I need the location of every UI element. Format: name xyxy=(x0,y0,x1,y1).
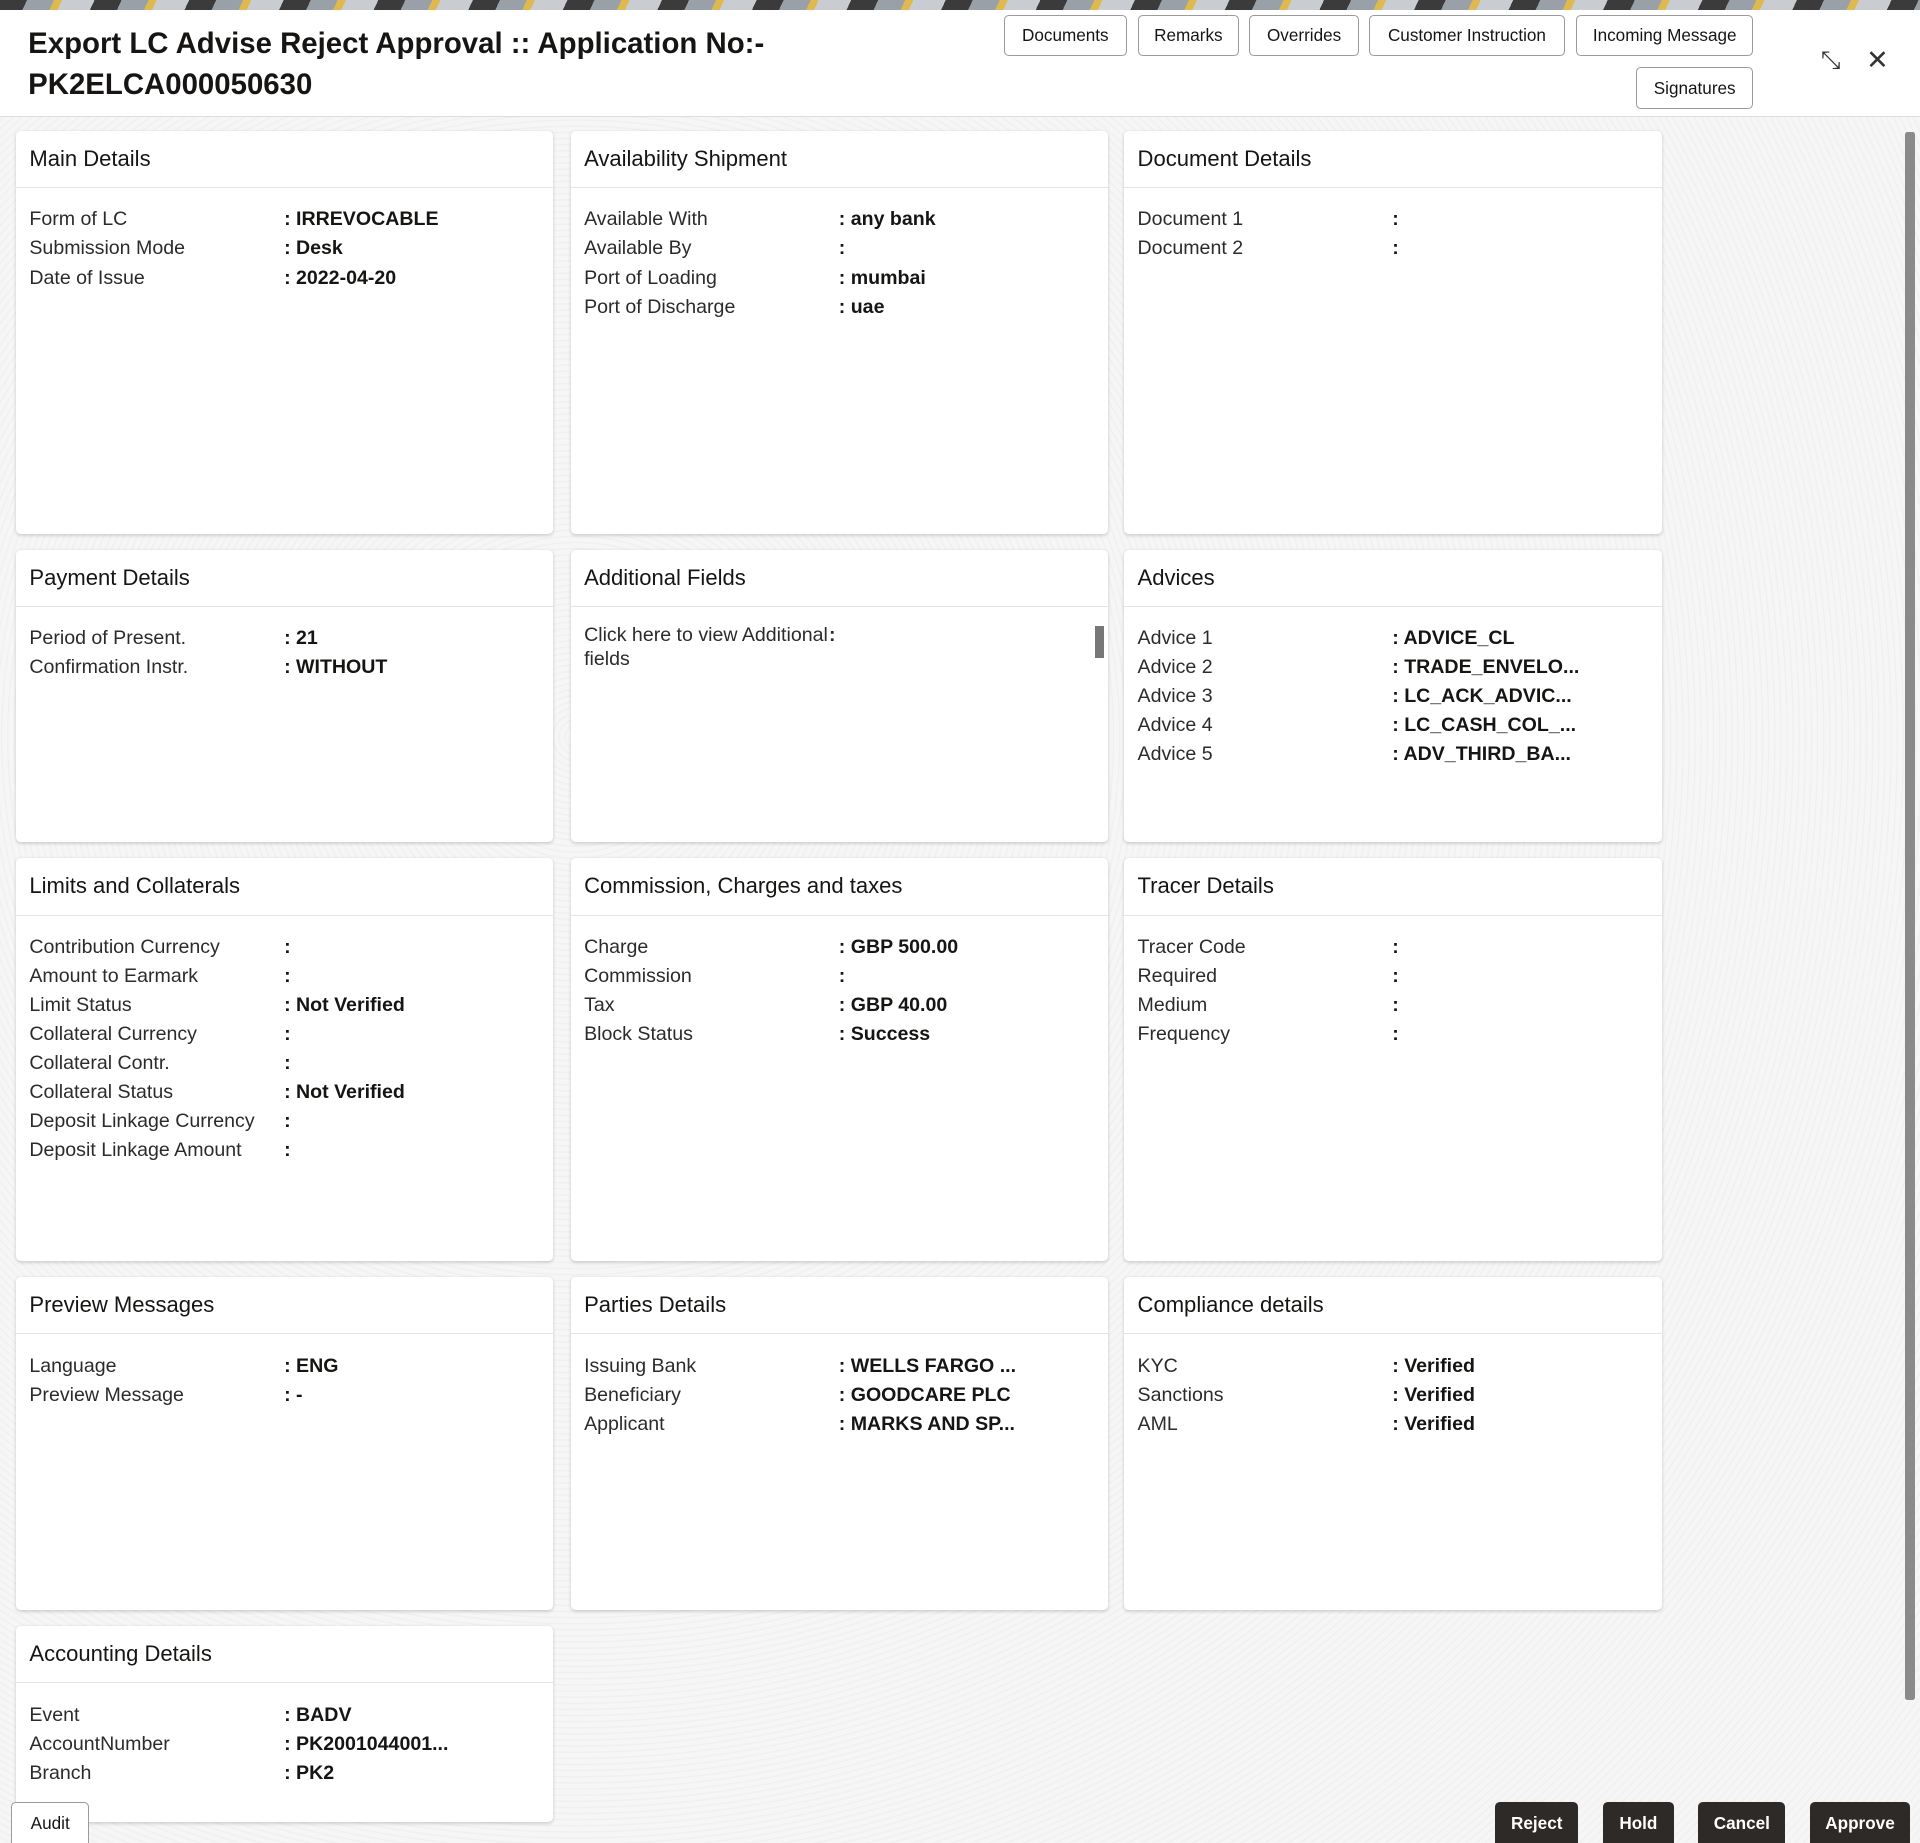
field-value: : xyxy=(1392,208,1399,231)
field-value: : Not Verified xyxy=(284,993,405,1016)
field-row xyxy=(1124,653,1662,682)
field-row xyxy=(1124,933,1662,962)
field-row xyxy=(16,1049,554,1078)
card-compliance-details xyxy=(1124,1277,1662,1610)
field-row xyxy=(16,234,554,263)
field-value: : IRREVOCABLE xyxy=(284,208,439,231)
card-document-details xyxy=(1124,131,1662,534)
field-label: Charge xyxy=(584,935,649,958)
scrollbar[interactable] xyxy=(1904,122,1916,1800)
field-label: Limit Status xyxy=(29,993,132,1016)
field-value: : WELLS FARGO ... xyxy=(838,1354,1017,1377)
field-value: : 21 xyxy=(284,627,318,650)
field-label: KYC xyxy=(1137,1354,1178,1377)
field-value: : xyxy=(1392,237,1399,260)
overrides-button[interactable]: Overrides xyxy=(1249,15,1359,57)
field-row xyxy=(1124,711,1662,740)
field-label: Deposit Linkage Currency xyxy=(29,1109,255,1132)
field-label: Confirmation Instr. xyxy=(29,656,189,679)
field-row xyxy=(16,991,554,1020)
field-value: : xyxy=(284,964,291,987)
field-value: : xyxy=(284,1109,291,1132)
field-label: Port of Discharge xyxy=(584,295,736,318)
close-icon[interactable]: ✕ xyxy=(1866,45,1889,76)
field-row xyxy=(16,1381,554,1410)
card-limits-and-collaterals xyxy=(16,858,554,1261)
field-row xyxy=(16,653,554,682)
field-row xyxy=(16,1107,554,1136)
field-value: : Verified xyxy=(1392,1354,1475,1377)
card-title: Commission, Charges and taxes xyxy=(571,858,1109,915)
field-row xyxy=(1124,205,1662,234)
card-title: Tracer Details xyxy=(1124,858,1662,915)
hold-button[interactable]: Hold xyxy=(1603,1802,1674,1842)
signatures-button[interactable]: Signatures xyxy=(1636,67,1754,109)
card-title: Payment Details xyxy=(16,550,554,607)
field-label: Event xyxy=(29,1703,80,1726)
field-value: : BADV xyxy=(284,1703,352,1726)
field-value: : - xyxy=(284,1383,303,1406)
incoming-message-button[interactable]: Incoming Message xyxy=(1576,15,1754,57)
card-accounting-details xyxy=(16,1626,554,1822)
field-label: Deposit Linkage Amount xyxy=(29,1138,242,1161)
field-value: : xyxy=(284,935,291,958)
field-label: Frequency xyxy=(1137,1022,1231,1045)
field-label: Medium xyxy=(1137,993,1208,1016)
additional-fields-link-text[interactable]: Click here to view Additional fields xyxy=(584,624,828,670)
field-row xyxy=(1124,1020,1662,1049)
field-label: Submission Mode xyxy=(29,237,185,260)
field-label: Preview Message xyxy=(29,1383,184,1406)
field-row xyxy=(571,264,1109,293)
card-main-details xyxy=(16,131,554,534)
cancel-button[interactable]: Cancel xyxy=(1698,1802,1785,1842)
card-availability-shipment xyxy=(571,131,1109,534)
field-row xyxy=(1124,962,1662,991)
minimize-icon[interactable]: ⤡ xyxy=(1820,46,1841,74)
card-title: Parties Details xyxy=(571,1277,1109,1334)
field-row xyxy=(16,1078,554,1107)
field-label: Advice 1 xyxy=(1137,627,1213,650)
field-value: : mumbai xyxy=(838,266,926,289)
approve-button[interactable]: Approve xyxy=(1810,1802,1910,1842)
field-label: Advice 4 xyxy=(1137,714,1213,737)
card-title: Compliance details xyxy=(1124,1277,1662,1334)
field-label: AccountNumber xyxy=(29,1732,170,1755)
field-value: : MARKS AND SP... xyxy=(838,1412,1015,1435)
field-row xyxy=(571,1410,1109,1439)
field-label: Contribution Currency xyxy=(29,935,220,958)
card-title: Limits and Collaterals xyxy=(16,858,554,915)
page-title: Export LC Advise Reject Approval :: Application No:- PK2ELCA000050630 xyxy=(28,27,765,101)
field-value: : Not Verified xyxy=(284,1080,405,1103)
card-preview-messages xyxy=(16,1277,554,1610)
field-row xyxy=(1124,1381,1662,1410)
field-value: : GBP 500.00 xyxy=(838,935,959,958)
field-label: Language xyxy=(29,1354,117,1377)
field-value: : PK2 xyxy=(284,1761,335,1784)
field-value: : xyxy=(838,964,846,987)
customer-instruction-button[interactable]: Customer Instruction xyxy=(1369,15,1565,57)
field-label: Port of Loading xyxy=(584,266,717,289)
field-row xyxy=(571,962,1109,991)
field-row xyxy=(571,1352,1109,1381)
field-row xyxy=(16,205,554,234)
field-label: Amount to Earmark xyxy=(29,964,199,987)
additional-fields-link[interactable] xyxy=(571,624,836,671)
field-value: : GOODCARE PLC xyxy=(838,1383,1011,1406)
field-label: Branch xyxy=(29,1761,92,1784)
additional-fields-scrollbar-thumb[interactable] xyxy=(1095,626,1105,658)
field-label: Advice 5 xyxy=(1137,743,1213,766)
field-row xyxy=(16,1759,554,1788)
field-value: : xyxy=(838,237,846,260)
card-additional-fields xyxy=(571,550,1109,843)
field-value: : uae xyxy=(838,295,885,318)
field-row xyxy=(16,1701,554,1730)
card-tracer-details xyxy=(1124,858,1662,1261)
field-value: : Success xyxy=(838,1022,931,1045)
card-title: Preview Messages xyxy=(16,1277,554,1334)
decorative-banner xyxy=(0,0,1920,10)
field-row xyxy=(1124,740,1662,769)
field-value: : any bank xyxy=(838,208,936,231)
card-title: Main Details xyxy=(16,131,554,188)
field-row xyxy=(16,1020,554,1049)
field-value: : ENG xyxy=(284,1354,339,1377)
field-label: Commission xyxy=(584,964,692,987)
field-row xyxy=(571,234,1109,263)
field-row xyxy=(1124,991,1662,1020)
field-value: : LC_CASH_COL_... xyxy=(1392,714,1577,737)
field-row xyxy=(1124,1410,1662,1439)
card-advices xyxy=(1124,550,1662,843)
card-title: Additional Fields xyxy=(571,550,1109,607)
field-label: Form of LC xyxy=(29,208,128,231)
audit-button[interactable]: Audit xyxy=(11,1802,89,1842)
field-value: : xyxy=(284,1051,291,1074)
field-row xyxy=(16,1136,554,1165)
dialog-header xyxy=(0,10,1920,118)
field-row xyxy=(1124,682,1662,711)
field-row xyxy=(571,1381,1109,1410)
additional-fields-scrollbar[interactable] xyxy=(1093,613,1105,669)
field-value: : WITHOUT xyxy=(284,656,388,679)
field-row xyxy=(571,991,1109,1020)
documents-button[interactable]: Documents xyxy=(1004,15,1126,57)
field-value: : Verified xyxy=(1392,1383,1475,1406)
field-label: Advice 3 xyxy=(1137,685,1213,708)
card-title: Advices xyxy=(1124,550,1662,607)
field-value: : xyxy=(1392,964,1399,987)
field-label: Collateral Status xyxy=(29,1080,174,1103)
field-label: Date of Issue xyxy=(29,266,145,289)
field-label: Beneficiary xyxy=(584,1383,681,1406)
field-value: : xyxy=(1392,993,1399,1016)
card-title: Accounting Details xyxy=(16,1626,554,1683)
card-parties-details xyxy=(571,1277,1109,1610)
field-row xyxy=(16,624,554,653)
field-row xyxy=(1124,1352,1662,1381)
field-value: : xyxy=(284,1022,291,1045)
field-label: AML xyxy=(1137,1412,1178,1435)
field-row xyxy=(16,962,554,991)
field-row xyxy=(16,264,554,293)
field-label: Sanctions xyxy=(1137,1383,1224,1406)
field-label: Tracer Code xyxy=(1137,935,1246,958)
field-label: Issuing Bank xyxy=(584,1354,697,1377)
card-title: Document Details xyxy=(1124,131,1662,188)
field-value: : ADVICE_CL xyxy=(1392,627,1515,650)
field-row xyxy=(571,1020,1109,1049)
field-label: Document 2 xyxy=(1137,237,1244,260)
field-label: Period of Present. xyxy=(29,627,187,650)
field-value: : GBP 40.00 xyxy=(838,993,948,1016)
field-row xyxy=(16,1730,554,1759)
field-label: Required xyxy=(1137,964,1217,987)
field-value: : Desk xyxy=(284,237,343,260)
field-value: : LC_ACK_ADVIC... xyxy=(1392,685,1572,708)
field-value: : xyxy=(284,1138,291,1161)
card-commission-charges-and-taxes xyxy=(571,858,1109,1261)
field-row xyxy=(1124,624,1662,653)
field-label: Advice 2 xyxy=(1137,656,1213,679)
field-value: : ADV_THIRD_BA... xyxy=(1392,743,1571,766)
field-label: Collateral Currency xyxy=(29,1022,197,1045)
field-value: : xyxy=(1392,1022,1399,1045)
field-label: Block Status xyxy=(584,1022,693,1045)
field-value: : TRADE_ENVELO... xyxy=(1392,656,1580,679)
field-row xyxy=(16,1352,554,1381)
card-payment-details xyxy=(16,550,554,843)
field-label: Available By xyxy=(584,237,692,260)
field-label: Document 1 xyxy=(1137,208,1244,231)
field-label: Applicant xyxy=(584,1412,665,1435)
field-row xyxy=(1124,234,1662,263)
scrollbar-thumb[interactable] xyxy=(1905,132,1915,1699)
field-value: : xyxy=(1392,935,1399,958)
field-value: : PK2001044001... xyxy=(284,1732,449,1755)
field-label: Collateral Contr. xyxy=(29,1051,170,1074)
reject-button[interactable]: Reject xyxy=(1495,1802,1578,1842)
field-value: : 2022-04-20 xyxy=(284,266,397,289)
field-row xyxy=(571,293,1109,322)
field-separator: : xyxy=(828,624,836,647)
remarks-button[interactable]: Remarks xyxy=(1138,15,1240,57)
field-value: : Verified xyxy=(1392,1412,1475,1435)
field-row xyxy=(571,933,1109,962)
field-row xyxy=(16,933,554,962)
field-label: Available With xyxy=(584,208,708,231)
field-row xyxy=(571,205,1109,234)
card-title: Availability Shipment xyxy=(571,131,1109,188)
field-label: Tax xyxy=(584,993,615,1016)
